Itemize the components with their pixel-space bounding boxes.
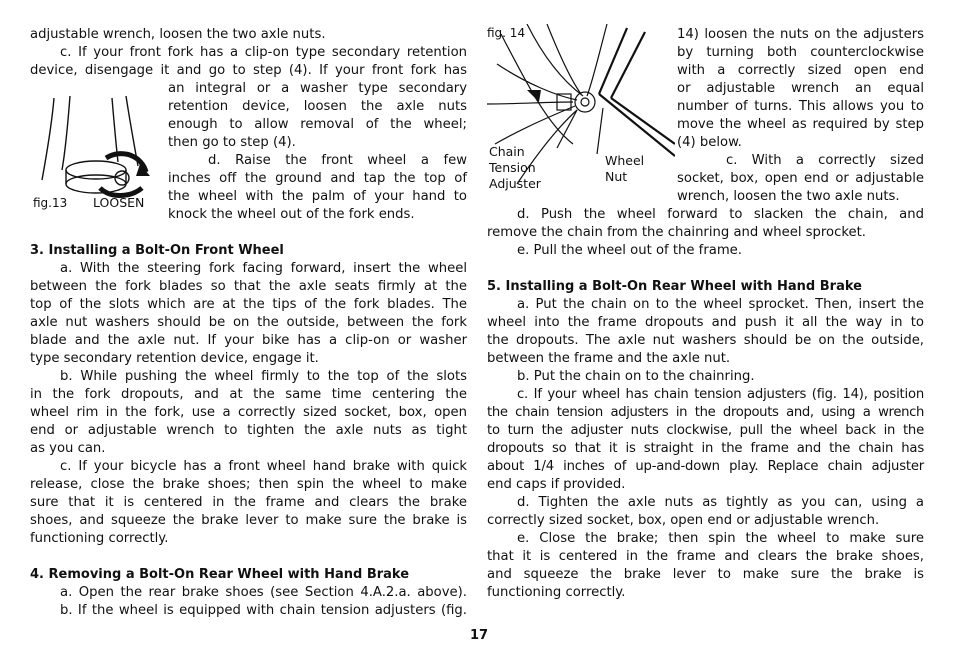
body-line: a. With the steering fork facing forward, insert the wheel (60, 261, 467, 276)
body-line: shoes, and squeeze the brake lever to make sure the brake is (30, 513, 467, 528)
body-line: to turn the adjuster nuts clockwise, pull the wheel back in the (487, 423, 924, 438)
body-line: correctly sized socket, box, open end or adjustable wrench. (487, 513, 880, 528)
body-line: and squeeze the brake lever to make sure the brake is (487, 567, 924, 582)
body-line: by turning both counterclockwise (677, 45, 924, 60)
fig14-wheel-label-2: Nut (605, 169, 628, 184)
body-line: between the frame and the axle nut. (487, 351, 731, 366)
body-line: a. Put the chain on to the wheel sprocket. Then, insert the (517, 297, 924, 312)
body-line: functioning correctly. (487, 585, 626, 600)
body-line: knock the wheel out of the fork ends. (168, 207, 415, 222)
body-line: number of turns. This allows you to (677, 99, 924, 114)
body-line: an integral or a washer type secondary (168, 81, 467, 96)
body-line: about 1/4 inches of up-and-down play. Replace chain adjuster (487, 459, 924, 474)
body-line: d. Raise the front wheel a few (208, 153, 467, 168)
body-line: e. Pull the wheel out of the frame. (517, 243, 742, 258)
body-line: end caps if provided. (487, 477, 626, 492)
body-line: move the wheel as required by step (677, 117, 924, 132)
fig14-chain-label-3: Adjuster (489, 176, 541, 191)
body-line: inches off the ground and tap the top of (168, 171, 467, 186)
body-line: c. With a correctly sized (726, 153, 924, 168)
body-line: d. Push the wheel forward to slacken the chain, and (517, 207, 924, 222)
heading-section-4: 4. Removing a Bolt-On Rear Wheel with Hand Brake (30, 567, 410, 582)
body-line: c. If your wheel has chain tension adjusters (fig. 14), position (517, 387, 924, 402)
body-line: the wheel with the palm of your hand to (168, 189, 467, 204)
body-line: end or adjustable wrench to tighten the axle nuts as tight (30, 423, 467, 438)
body-line: e. Close the brake; then spin the wheel to make sure (517, 531, 924, 546)
body-line: axle nut washers should be on the outside, between the fork (30, 315, 467, 330)
body-line: wheel into the frame dropouts and push it all the way in to (487, 315, 924, 330)
body-line: the chain tension adjusters in the dropouts and, using a wrench (487, 405, 924, 420)
body-line: in the fork dropouts, and at the same time centering the (30, 387, 467, 402)
body-line: sure that it is centered in the frame and clears the brake (30, 495, 467, 510)
fig13-loosen-label: LOOSEN (93, 195, 145, 210)
body-line: wheel rim in the fork, use a correctly sized socket, box, open (30, 405, 467, 420)
heading-section-3: 3. Installing a Bolt-On Front Wheel (30, 243, 284, 258)
body-line: top of the slots which are at the tips of the fork blades. The (30, 297, 467, 312)
body-line: blade and the axle nut. If your bike has a clip-on or washer (30, 333, 467, 348)
body-line: functioning correctly. (30, 531, 169, 546)
body-line: b. While pushing the wheel firmly to the top of the slots (60, 369, 467, 384)
body-line: d. Tighten the axle nuts as tightly as you can, using a (517, 495, 924, 510)
body-line: adjustable wrench, loosen the two axle nuts. (30, 27, 326, 42)
body-line: (4) below. (677, 135, 742, 150)
body-line: the dropouts. The axle nut washers should be on the outside, (487, 333, 924, 348)
fig14-chain-label-2: Tension (489, 160, 536, 175)
body-line: remove the chain from the chainring and wheel sprocket. (487, 225, 867, 240)
body-line: c. If your front fork has a clip-on type secondary retention (60, 45, 467, 60)
body-line: between the fork blades so that the axle seats firmly at the (30, 279, 467, 294)
body-line: socket, box, open end or adjustable (677, 171, 924, 186)
body-line: or adjustable wrench an equal (677, 81, 924, 96)
body-line: enough to allow removal of the wheel; (168, 117, 467, 132)
body-line: type secondary retention device, engage it. (30, 351, 319, 366)
fig14-chain-label-1: Chain (489, 144, 525, 159)
body-line: as you can. (30, 441, 106, 456)
fig14-caption: fig. 14 (487, 26, 526, 40)
fig14-wheel-label-1: Wheel (605, 153, 645, 168)
body-line: a. Open the rear brake shoes (see Section 4.A.2.a. above). (60, 585, 467, 600)
body-line: b. Put the chain on to the chainring. (517, 369, 755, 384)
body-line: b. If the wheel is equipped with chain tension adjusters (fig. (60, 603, 467, 618)
page-number: 17 (470, 628, 489, 643)
fig13-caption: fig.13 (33, 196, 68, 210)
body-line: c. If your bicycle has a front wheel hand brake with quick (60, 459, 467, 474)
body-line: then go to step (4). (168, 135, 296, 150)
body-line: device, disengage it and go to step (4). If your front fork has (30, 63, 467, 78)
body-line: wrench, loosen the two axle nuts. (677, 189, 900, 204)
body-line: that it is centered in the frame and clears the brake shoes, (487, 549, 924, 564)
body-line: 14) loosen the nuts on the adjusters (677, 27, 924, 42)
heading-section-5: 5. Installing a Bolt-On Rear Wheel with Hand Brake (487, 279, 862, 294)
body-line: with a correctly sized open end (677, 63, 924, 78)
body-line: dropouts so that it is straight in the frame and the chain has (487, 441, 924, 456)
body-line: retention device, loosen the axle nuts (168, 99, 467, 114)
body-line: release, close the brake shoes; then spin the wheel to make (30, 477, 467, 492)
